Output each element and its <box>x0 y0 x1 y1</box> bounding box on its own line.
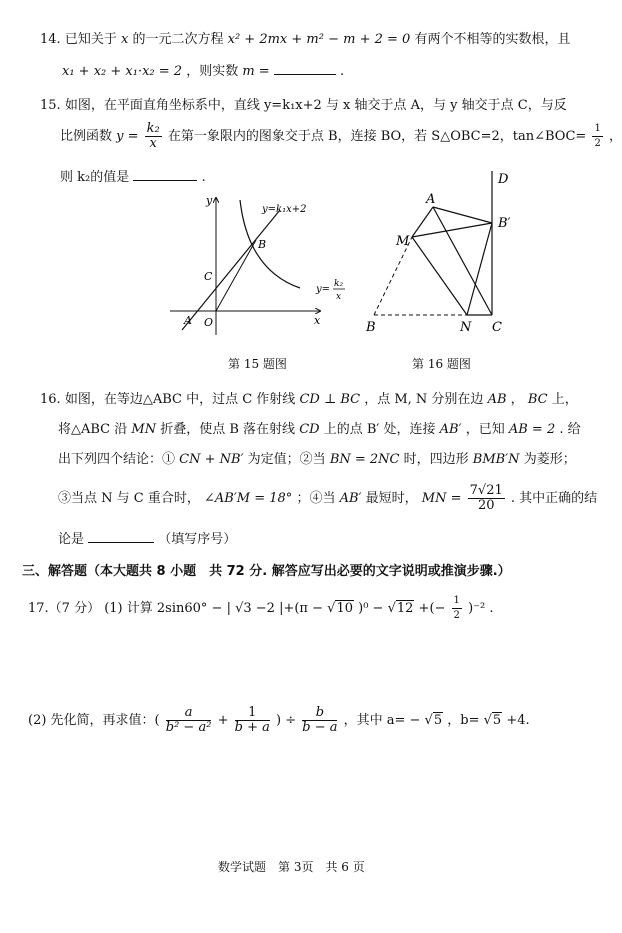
q16-text: 时，四边形 <box>403 452 469 467</box>
q17-number: 17.（7 分） <box>28 601 101 616</box>
label-D: D <box>498 172 509 187</box>
segment-mb-prime <box>412 223 492 237</box>
figure-16 <box>360 165 535 340</box>
q17-sqrt5: 5 <box>492 713 502 728</box>
q16-math: BC <box>527 392 548 407</box>
label-x: x <box>314 314 321 327</box>
q17-text: )⁰ − <box>358 601 384 616</box>
q17-text: ，b= <box>447 713 480 728</box>
q17-text: (2) 先化简，再求值：( <box>28 713 160 728</box>
q16-line5 <box>58 528 236 547</box>
q17-part1: 17.（7 分） (1) 计算 2sin60° − | √3 −2 |+(π − √10 )⁰ − √12 +(− $\frac{1}{2}$ )⁻² . <box>28 595 494 621</box>
q16-text: 出下列四个结论：① <box>58 452 176 467</box>
q16-text: 最短时， <box>365 491 418 506</box>
q15-line1 <box>40 94 567 113</box>
q14-text: 的一元二次方程 <box>132 32 224 47</box>
q16-text: 将△ABC 沿 <box>58 422 128 437</box>
q17-part2: (2) 先化简，再求值：( $\frac{a}{\text{b² − a²}}$ + $\frac{1}{b + a}$ ) ÷ $\frac{b}{b - a}$ ，其中 a= − √5 ，b= √5 +4. <box>28 705 530 735</box>
segment-nb-prime <box>467 223 492 315</box>
q15-answer-blank[interactable] <box>133 180 197 181</box>
q17-text: (1) 计算 2sin60° − <box>104 601 223 616</box>
q15-text: 比例函数 <box>60 129 113 144</box>
q15-yeq: y = <box>116 129 139 144</box>
fig15-caption: 第 15 题图 <box>228 357 287 371</box>
q15-fraction: $\frac{\text{k₂}}{x}$ <box>146 121 160 151</box>
q14-var: x <box>120 32 129 47</box>
fig16-caption: 第 16 题图 <box>412 357 471 371</box>
label-curve: y= <box>316 284 331 295</box>
q16-text: . 给 <box>559 422 581 437</box>
q15-text: . <box>201 170 206 185</box>
label-N: N <box>460 320 472 335</box>
segment-mn <box>412 237 467 315</box>
q17-frac2: $\frac{1}{b + a}$ <box>234 705 270 735</box>
label-curve-num: k₂ <box>334 279 344 289</box>
q16-math: BMB′N <box>472 452 520 467</box>
section-3-title: 三、解答题（本大题共 8 小题 共 72 分. 解答应写出必要的文字说明或推演步骤.） <box>22 564 511 579</box>
segment-ab-prime <box>433 207 492 223</box>
q16-line2 <box>58 418 581 437</box>
q17-half-fraction: $\frac{1}{2}$ <box>453 595 460 621</box>
q16-math: MN <box>131 422 157 437</box>
q16-text: ，点 M, N 分别在边 <box>364 392 484 407</box>
q14-text: 有两个不相等的实数根，且 <box>414 32 571 47</box>
label-A: A <box>426 192 436 207</box>
q16-text: ， <box>510 392 524 407</box>
q17-frac1: $\frac{a}{\text{b² − a²}}$ <box>165 705 212 735</box>
q16-math: AB <box>487 392 507 407</box>
label-A: A <box>184 314 192 327</box>
label-y: y <box>206 194 213 207</box>
q16-answer-blank[interactable] <box>88 542 154 543</box>
q16-text: 论是 <box>58 532 85 547</box>
q17-text: ，其中 a= − <box>343 713 421 728</box>
q15-text: 则 k₂的值是 <box>60 170 130 185</box>
q16-text: 为定值；②当 <box>247 452 326 467</box>
q15-number: 15. <box>40 98 61 113</box>
label-O: O <box>204 316 214 329</box>
q16-text: ；④当 <box>296 491 336 506</box>
q16-mn-fraction: $\frac{7√21}{20}$ <box>469 483 503 513</box>
q16-math: CD <box>299 422 320 437</box>
q17-text: | √3 −2 |+(π − <box>226 601 324 616</box>
q14-number: 14. <box>40 32 61 47</box>
q17-text: + <box>217 713 229 728</box>
q16-number: 16. <box>40 392 61 407</box>
label-M: M <box>396 234 410 249</box>
q17-text: +4. <box>506 713 530 728</box>
q17-text: ) ÷ <box>275 713 297 728</box>
label-B: B <box>366 320 376 335</box>
q15-tan-fraction: $\frac{1}{2}$ <box>594 123 601 149</box>
q17-sqrt12: 12 <box>396 601 414 616</box>
q16-math: CD ⊥ BC <box>299 392 361 407</box>
line-graph <box>182 210 280 330</box>
segment-ob <box>216 240 256 311</box>
q15-line3 <box>60 166 206 185</box>
q14-text: 已知关于 <box>64 32 117 47</box>
q16-text: ，已知 <box>465 422 505 437</box>
segment-ma <box>412 207 433 237</box>
q16-text: ③当点 N 与 C 重合时， <box>58 491 200 506</box>
q14-text: ，则实数 <box>186 64 239 79</box>
q17-frac3: $\frac{b}{b - a}$ <box>302 705 338 735</box>
q14-equation: x² + 2mx + m² − m + 2 = 0 <box>227 32 411 47</box>
label-C: C <box>204 270 213 283</box>
label-C: C <box>492 320 502 335</box>
q16-math: ∠AB′M = 18° <box>204 491 293 506</box>
q15-text: 如图，在平面直角坐标系中，直线 y=k₁x+2 与 x 轴交于点 A，与 y 轴交于点 C，与反 <box>64 98 567 113</box>
q16-math: MN = <box>421 491 462 506</box>
q15-text: 在第一象限内的图象交于点 B，连接 BO，若 S△OBC=2，tan∠BOC= <box>167 129 587 144</box>
q17-sqrt5: 5 <box>433 713 443 728</box>
segment-ac <box>433 207 492 315</box>
q17-text: +(− <box>418 601 446 616</box>
q17-sqrt10: 10 <box>336 601 353 616</box>
q14-answer-blank[interactable] <box>274 74 336 75</box>
q16-text: 为菱形； <box>523 452 576 467</box>
q16-math: AB′ <box>339 491 362 506</box>
q16-text: 如图，在等边△ABC 中，过点 C 作射线 <box>64 392 296 407</box>
page-footer: 数学试题 第 3页 共 6 页 <box>218 860 365 874</box>
q14-line2 <box>62 60 344 79</box>
q16-text: 折叠，使点 B 落在射线 <box>160 422 296 437</box>
label-B: B <box>258 238 267 251</box>
q16-line3 <box>58 448 576 467</box>
q16-line1 <box>40 388 578 407</box>
label-curve-den: x <box>336 292 342 302</box>
q16-math: AB′ <box>439 422 462 437</box>
q16-text: 上的点 B′ 处，连接 <box>323 422 436 437</box>
q16-text: . 其中正确的结 <box>510 491 598 506</box>
q14-line1 <box>40 28 570 47</box>
q15-text: ， <box>608 129 622 144</box>
figure-15 <box>170 190 350 340</box>
q16-math: BN = 2NC <box>329 452 400 467</box>
q14-text: . <box>339 64 345 79</box>
q16-text: 上， <box>551 392 578 407</box>
q14-condition: x₁ + x₂ + x₁·x₂ = 2 <box>62 64 183 79</box>
label-Bprime: B′ <box>498 216 511 231</box>
q16-line4 <box>58 484 597 513</box>
q15-line2 <box>60 122 622 151</box>
q14-ask: m = <box>242 64 270 79</box>
q16-text: （填写序号） <box>158 532 237 547</box>
label-line: y=k₁x+2 <box>262 204 307 215</box>
q17-text: )⁻² . <box>468 601 494 616</box>
q16-math: AB = 2 <box>508 422 556 437</box>
q16-math: CN + NB′ <box>179 452 244 467</box>
